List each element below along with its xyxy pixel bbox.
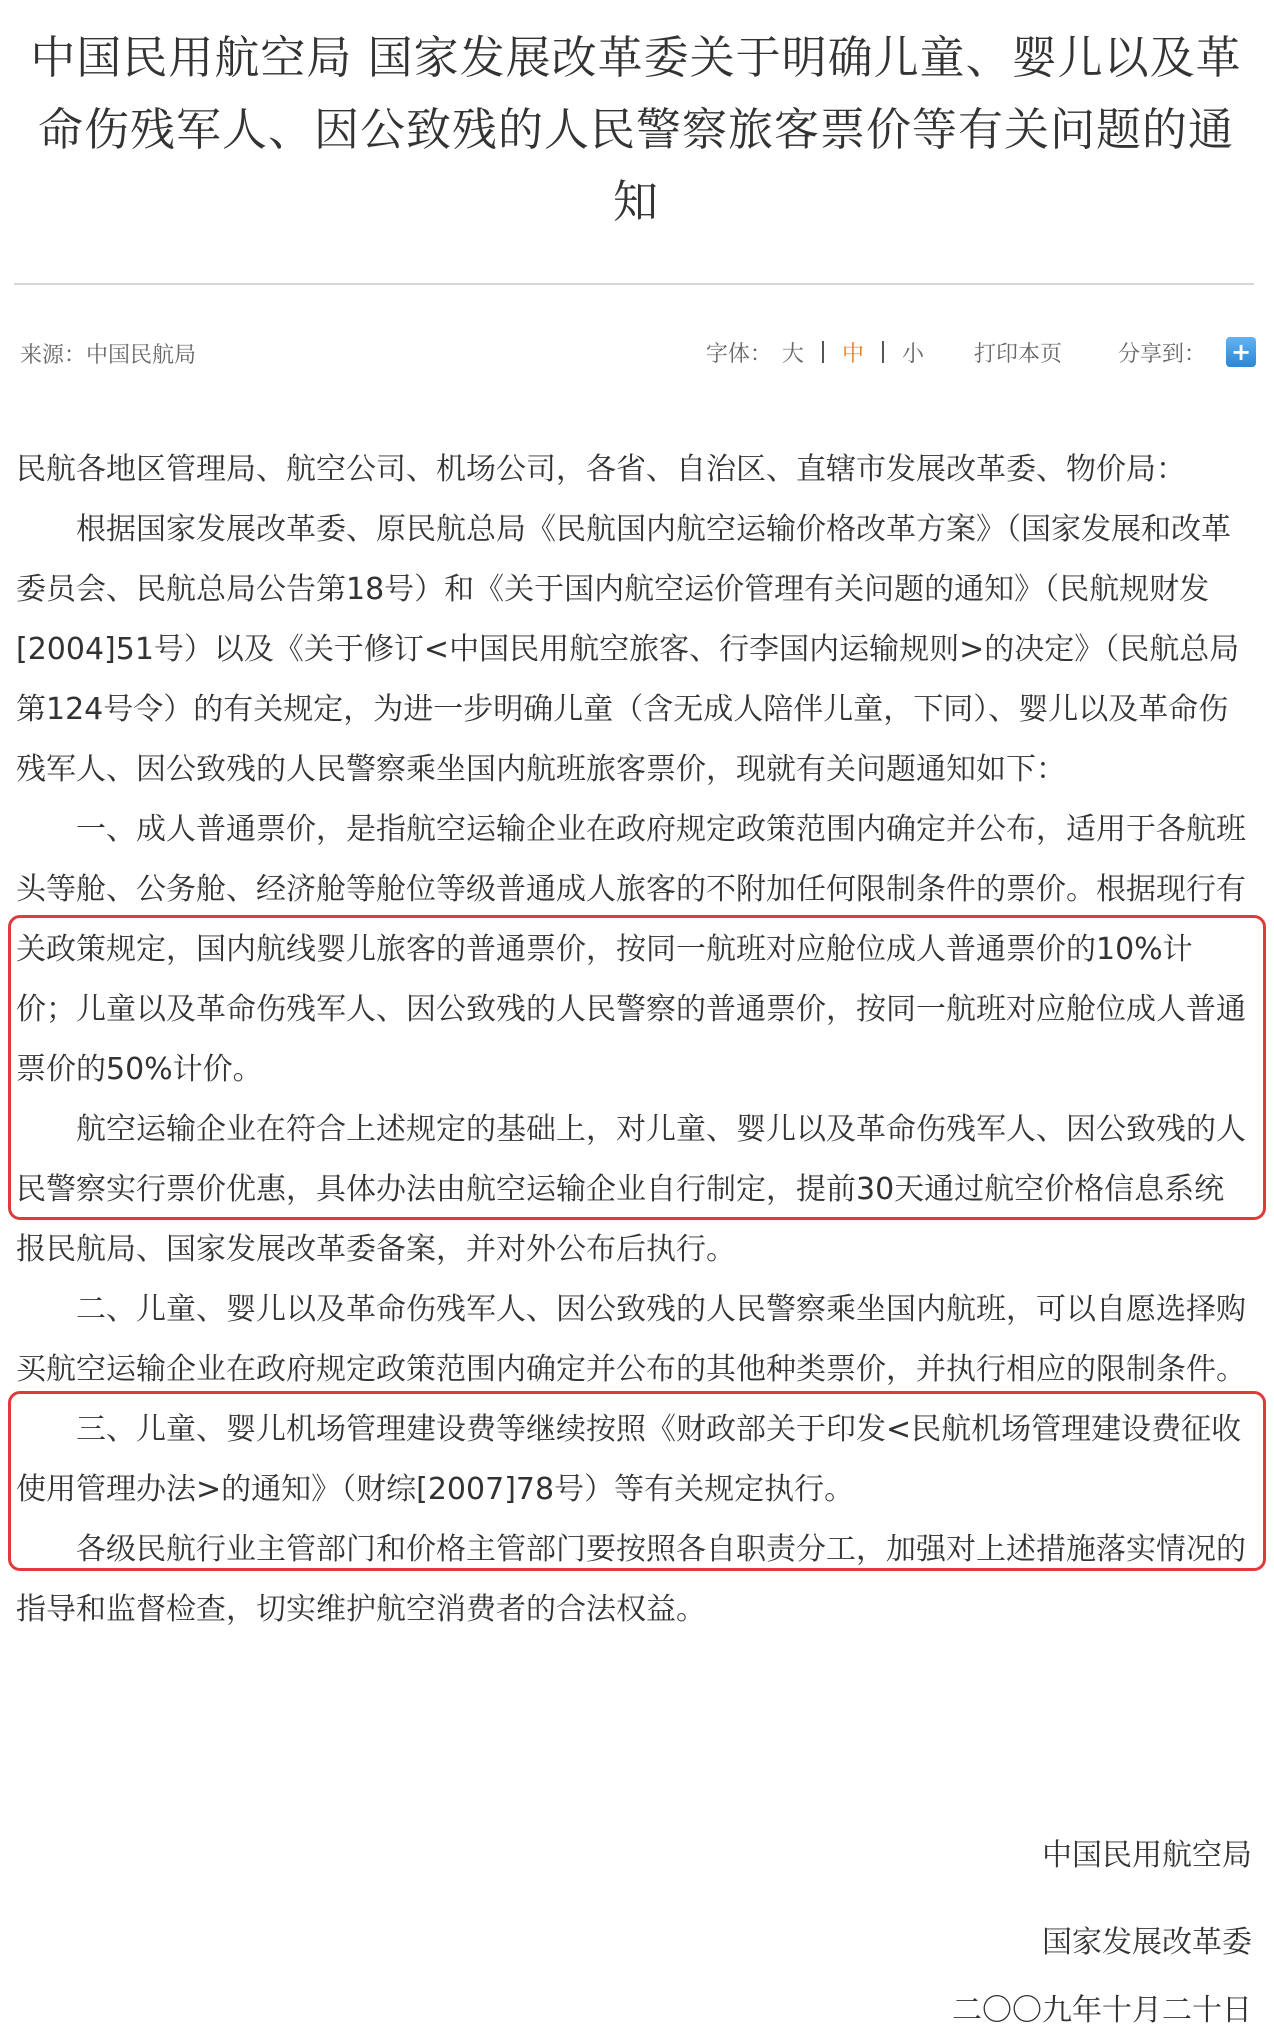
article-source: 来源：中国民航局 <box>20 343 197 368</box>
article-paragraph: 各级民航行业主管部门和价格主管部门要按照各自职责分工，加强对上述措施落实情况的指导和监督检查，切实维护航空消费者的合法权益。 <box>16 1532 1246 1627</box>
font-size-small-button[interactable]: 小 <box>901 341 924 367</box>
article-paragraph: 根据国家发展改革委、原民航总局《民航国内航空运输价格改革方案》（国家发展和改革委员会、民航总局公告第18号）和《关于国内航空运价管理有关问题的通知》（民航规财发[2004]51号）以及《关于修订<中国民用航空旅客、行李国内运输规则>的决定》（民航总局第124号令）的有关规定，为进一步明确儿童（含无成人陪伴儿童，下同）、婴儿以及革命伤残军人、因公致残的人民警察乘坐国内航班旅客票价，现就有关问题通知如下： <box>16 512 1240 787</box>
article-paragraph: 三、儿童、婴儿机场管理建设费等继续按照《财政部关于印发<民航机场管理建设费征收使用管理办法>的通知》（财综[2007]78号）等有关规定执行。 <box>16 1412 1242 1507</box>
font-size-large-button[interactable]: 大 <box>781 341 804 367</box>
page-title: 中国民用航空局 国家发展改革委关于明确儿童、婴儿以及革命伤残军人、因公致残的人民警察旅客票价等有关问题的通知 <box>30 31 1242 228</box>
font-size-label: 字体： <box>705 341 772 367</box>
article-paragraph-highlighted: 二、儿童、婴儿以及革命伤残军人、因公致残的人民警察乘坐国内航班，可以自愿选择购买航空运输企业在政府规定政策范围内确定并公布的其他种类票价，并执行相应的限制条件。 <box>16 1292 1246 1387</box>
font-size-separator <box>882 341 884 363</box>
share-label: 分享到： <box>1117 341 1206 367</box>
article-salutation: 民航各地区管理局、航空公司、机场公司，各省、自治区、直辖市发展改革委、物价局： <box>16 452 1186 487</box>
font-size-separator <box>822 341 824 363</box>
font-size-medium-button[interactable]: 中 <box>841 341 864 367</box>
title-divider <box>14 283 1254 285</box>
signature-org-ndrc: 国家发展改革委 <box>1042 1925 1252 1960</box>
print-page-link[interactable]: 打印本页 <box>973 341 1062 367</box>
article-tools <box>706 332 1256 372</box>
signature-date: 二〇〇九年十月二十日 <box>952 1993 1252 2028</box>
article-paragraph: 航空运输企业在符合上述规定的基础上，对儿童、婴儿以及革命伤残军人、因公致残的人民警察实行票价优惠，具体办法由航空运输企业自行制定，提前30天通过航空价格信息系统报民航局、国家发展改革委备案，并对外公布后执行。 <box>16 1112 1246 1267</box>
article-paragraph-highlighted: 一、成人普通票价，是指航空运输企业在政府规定政策范围内确定并公布，适用于各航班头等舱、公务舱、经济舱等舱位等级普通成人旅客的不附加任何限制条件的票价。根据现行有关政策规定，国内航线婴儿旅客的普通票价，按同一航班对应舱位成人普通票价的10%计价；儿童以及革命伤残军人、因公致残的人民警察的普通票价，按同一航班对应舱位成人普通票价的50%计价。 <box>16 812 1246 1087</box>
article-body <box>16 440 1252 1640</box>
article-meta-bar <box>20 332 1256 372</box>
signature-org-caac: 中国民用航空局 <box>1042 1838 1252 1873</box>
share-plus-icon[interactable]: + <box>1226 337 1256 367</box>
